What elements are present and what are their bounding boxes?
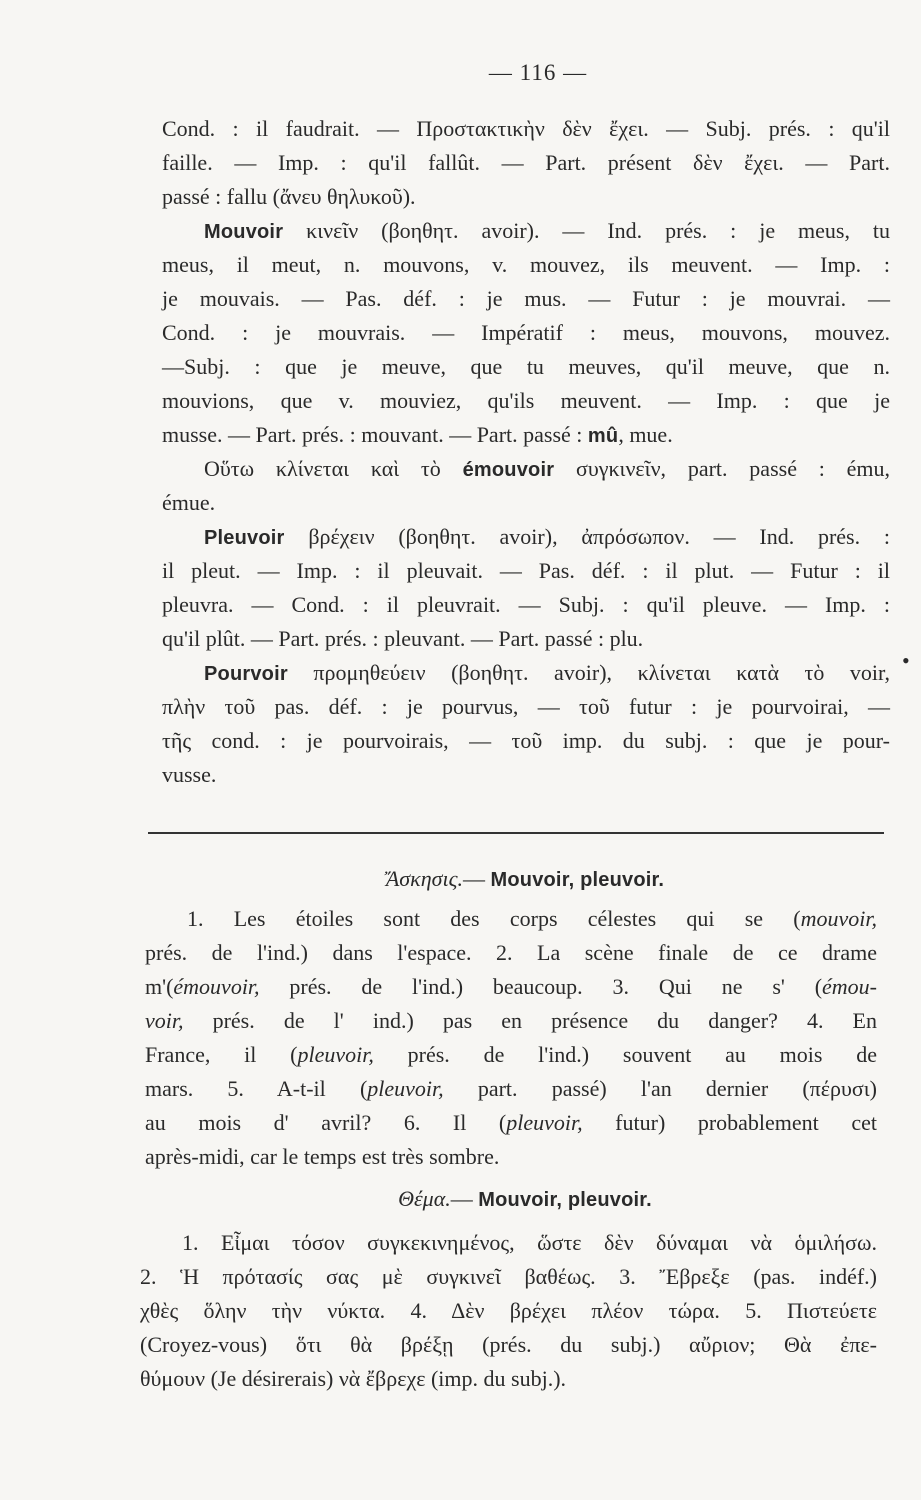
text-line: (Croyez-vous) ὅτι θὰ βρέξῃ (prés. du subj.) αὔριον; Θὰ ἐπε- <box>140 1332 877 1357</box>
text-line: après-midi, car le temps est très sombre. <box>145 1144 500 1169</box>
margin-dot: • <box>902 648 910 673</box>
text-line: Cond. : je mouvrais. — Impératif : meus, mouvons, mouvez. <box>162 320 890 345</box>
text-line: mouvions, que v. mouviez, qu'ils meuvent. — Imp. : que je <box>162 388 890 413</box>
headword-pourvoir: Pourvoir <box>204 663 288 685</box>
exercise-label: Ἄσκησις. <box>385 866 463 891</box>
headword-mouvoir: Mouvoir <box>204 221 284 243</box>
theme-title: Mouvoir, pleuvoir. <box>478 1189 652 1211</box>
text-line: m'(émouvoir, prés. de l'ind.) beaucoup. 3. Qui ne s' (émou- <box>145 974 877 999</box>
text-line: πλὴν τοῦ pas. déf. : je pourvus, — τοῦ futur : je pourvoirai, — <box>162 694 890 719</box>
text-line: mars. 5. A-t-il (pleuvoir, part. passé) l'an dernier (πέρυσι) <box>145 1076 877 1101</box>
theme-text <box>140 1226 877 1396</box>
exercise-title: Mouvoir, pleuvoir. <box>490 869 665 891</box>
grammar-section <box>162 112 890 792</box>
text-line: au mois d' avril? 6. Il (pleuvoir, futur) probablement cet <box>145 1110 877 1135</box>
entry-pleuvoir: Pleuvoir βρέχειν (βοηθητ. avoir), ἀπρόσωπον. — Ind. prés. : <box>204 524 890 549</box>
section-divider <box>148 832 884 834</box>
text-line: —Subj. : que je meuve, que tu meuves, qu'il meuve, que n. <box>162 354 890 379</box>
word-mu: mû <box>587 425 619 447</box>
text-line: passé : fallu (ἄνευ θηλυκοῦ). <box>162 184 416 209</box>
exercise-heading: Ἄσκησις.— Mouvoir, pleuvoir. <box>385 866 665 891</box>
text-line: τῆς cond. : je pourvoirais, — τοῦ imp. du subj. : que je pour- <box>162 728 890 753</box>
theme-label: Θέμα. <box>398 1186 451 1211</box>
text-line: je mouvais. — Pas. déf. : je mus. — Futur : je mouvrai. — <box>162 286 890 311</box>
text-line: qu'il plût. — Part. prés. : pleuvant. — Part. passé : plu. <box>162 626 644 651</box>
text-line: vusse. <box>162 762 217 787</box>
word-emouvoir: émouvoir <box>462 459 555 481</box>
text-line: 2. Ἡ πρότασίς σας μὲ συγκινεῖ βαθέως. 3. Ἔβρεξε (pas. indéf.) <box>140 1264 877 1289</box>
text-line: 1. Les étoiles sont des corps célestes qui se (mouvoir, <box>187 906 877 931</box>
entry-pourvoir: Pourvoir προμηθεύειν (βοηθητ. avoir), κλίνεται κατὰ τὸ voir, <box>204 660 890 685</box>
text-line: κινεῖν (βοηθητ. avoir). — Ind. prés. : je meus, tu <box>306 218 891 243</box>
text-line: France, il (pleuvoir, prés. de l'ind.) souvent au mois de <box>145 1042 878 1067</box>
text-line: Cond. : il faudrait. — Προστακτικὴν δὲν ἔχει. — Subj. prés. : qu'il <box>162 116 890 141</box>
text-line: pleuvra. — Cond. : il pleuvrait. — Subj. : qu'il pleuve. — Imp. : <box>162 592 890 617</box>
text-line: θύμουν (Je désirerais) νὰ ἔβρεχε (imp. du subj.). <box>140 1366 567 1391</box>
text-line: χθὲς ὅλην τὴν νύκτα. 4. Δὲν βρέχει πλέον τώρα. 5. Πιστεύετε <box>140 1298 877 1323</box>
entry-mouvoir <box>162 214 890 248</box>
text-line: meus, il meut, n. mouvons, v. mouvez, ils meuvent. — Imp. : <box>162 252 890 277</box>
text-line: musse. — Part. prés. : mouvant. — Part. passé : mû, mue. <box>162 422 673 447</box>
text-line: il pleut. — Imp. : il pleuvait. — Pas. déf. : il plut. — Futur : il <box>162 558 890 583</box>
text-line: faille. — Imp. : qu'il fallût. — Part. présent δὲν ἔχει. — Part. <box>162 150 890 175</box>
headword-pleuvoir: Pleuvoir <box>204 527 285 549</box>
exercise-text <box>145 902 877 1174</box>
page-number: — 116 — <box>488 60 588 85</box>
text-line: voir, prés. de l' ind.) pas en présence du danger? 4. En <box>145 1008 877 1033</box>
text-line: prés. de l'ind.) dans l'espace. 2. La scène finale de ce drame <box>145 940 877 965</box>
text-line: émue. <box>162 490 216 515</box>
theme-heading: Θέμα.— Mouvoir, pleuvoir. <box>398 1186 652 1211</box>
text-line: 1. Εἶμαι τόσον συγκεκινημένος, ὥστε δὲν δύναμαι νὰ ὁμιλήσω. <box>182 1230 877 1255</box>
entry-emouvoir: Οὕτω κλίνεται καὶ τὸ émouvoir συγκινεῖν, part. passé : ému, <box>204 456 891 481</box>
